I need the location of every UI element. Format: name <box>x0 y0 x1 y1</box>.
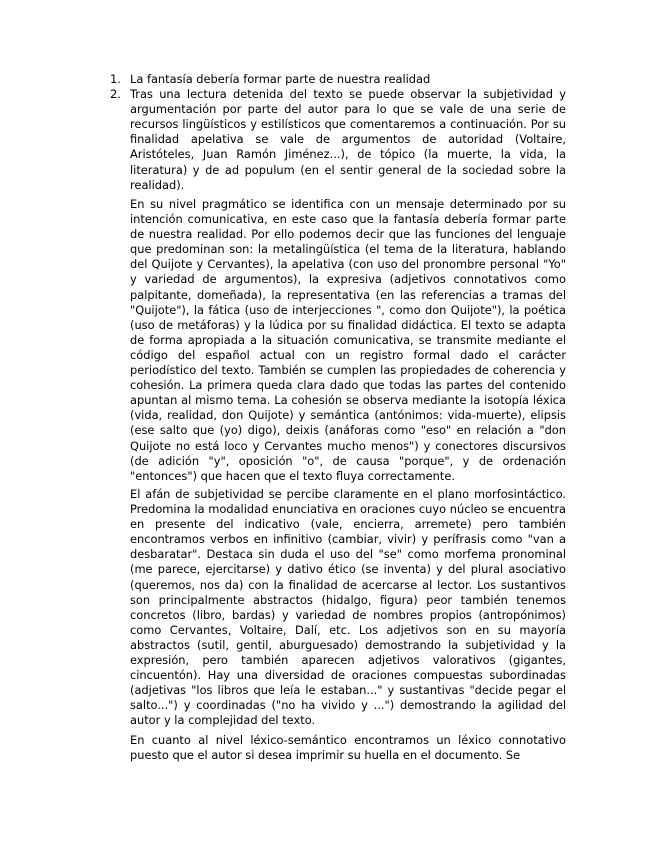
list-item <box>110 72 566 87</box>
list-item-text: La fantasía debería formar parte de nuestra realidad <box>130 72 431 86</box>
list-item-number: 2. <box>110 87 121 102</box>
numbered-list <box>110 72 566 193</box>
paragraph-morphosyntactic-level: El afán de subjetividad se percibe claramente en el plano morfosintáctico. Predomina la modalidad enunciativa en oraciones cuyo núcleo se encuentra en presente del indicativo (vale, encierra, arremete) pero también encontramos verbos en infinitivo (cambiar, vivir) y perífrasis como "van a desbaratar". Destaca sin duda el uso del "se" como morfema pronominal (me parece, ejercitarse) y dativo ético (se inventa) y del plural asociativo (queremos, nos da) con la finalidad de acercarse al lector. Los sustantivos son principalmente abstractos (hidalgo, figura) peor también tenemos concretos (libro, bardas) y variedad de nombres propios (antropónimos) como Cervantes, Voltaire, Dalí, etc. Los adjetivos son en su mayoría abstractos (sutil, gentil, aburguesado) demostrando la subjetividad y la expresión, pero también aparecen adjetivos valorativos (gigantes, cincuentón). Hay una diversidad de oraciones compuestas subordinadas (adjetivas "los libros que leía le estaban..." y sustantivas "decide pegar el salto...") y coordinadas ("no ha vivido y ...") demostrando la agilidad del autor y la complejidad del texto. <box>130 487 566 728</box>
list-item <box>110 87 566 193</box>
paragraph-lexical-semantic-level: En cuanto al nivel léxico-semántico encontramos un léxico connotativo puesto que el autor si desea imprimir su huella en el documento. Se <box>130 733 566 763</box>
list-item-number: 1. <box>110 72 121 86</box>
paragraph-pragmatic-level: En su nivel pragmático se identifica con un mensaje determinado por su intención comunicativa, en este caso que la fantasía debería formar parte de nuestra realidad. Por ello podemos decir que las funciones del lenguaje que predominan son: la metalingüística (el tema de la literatura, hablando del Quijote y Cervantes), la apelativa (con uso del pronombre personal "Yo" y variedad de argumentos), la expresiva (adjetivos connotativos como palpitante, domeñada), la representativa (en las referencias a tramas del "Quijote"), la fática (uso de interjecciones ", como don Quijote"), la poética (uso de metáforas) y la lúdica por su finalidad didáctica. El texto se adapta de forma apropiada a la situación comunicativa, se transmite mediante el código del español actual con un registro formal dado el carácter periodístico del texto. También se cumplen las propiedades de coherencia y cohesión. La primera queda clara dado que todas las partes del contenido apuntan al mismo tema. La cohesión se observa mediante la isotopía léxica (vida, realidad, don Quijote) y semántica (antónimos: vida-muerte), elipsis (ese salto que (yo) digo), deixis (anáforas como "eso" en relación a "don Quijote no está loco y Cervantes mucho menos") y conectores discursivos (de adición "y", oposición "o", de causa "porque", y de ordenación "entonces") que hacen que el texto fluya correctamente. <box>130 197 566 483</box>
list-item-text: Tras una lectura detenida del texto se puede observar la subjetividad y argumentación por parte del autor para lo que se vale de una serie de recursos lingüísticos y estilísticos que comentaremos a continuación. Por su finalidad apelativa se vale de argumentos de autoridad (Voltaire, Aristóteles, Juan Ramón Jiménez...), de tópico (la muerte, la vida, la literatura) y de ad populum (en el sentir general de la sociedad sobre la realidad). <box>130 87 566 192</box>
